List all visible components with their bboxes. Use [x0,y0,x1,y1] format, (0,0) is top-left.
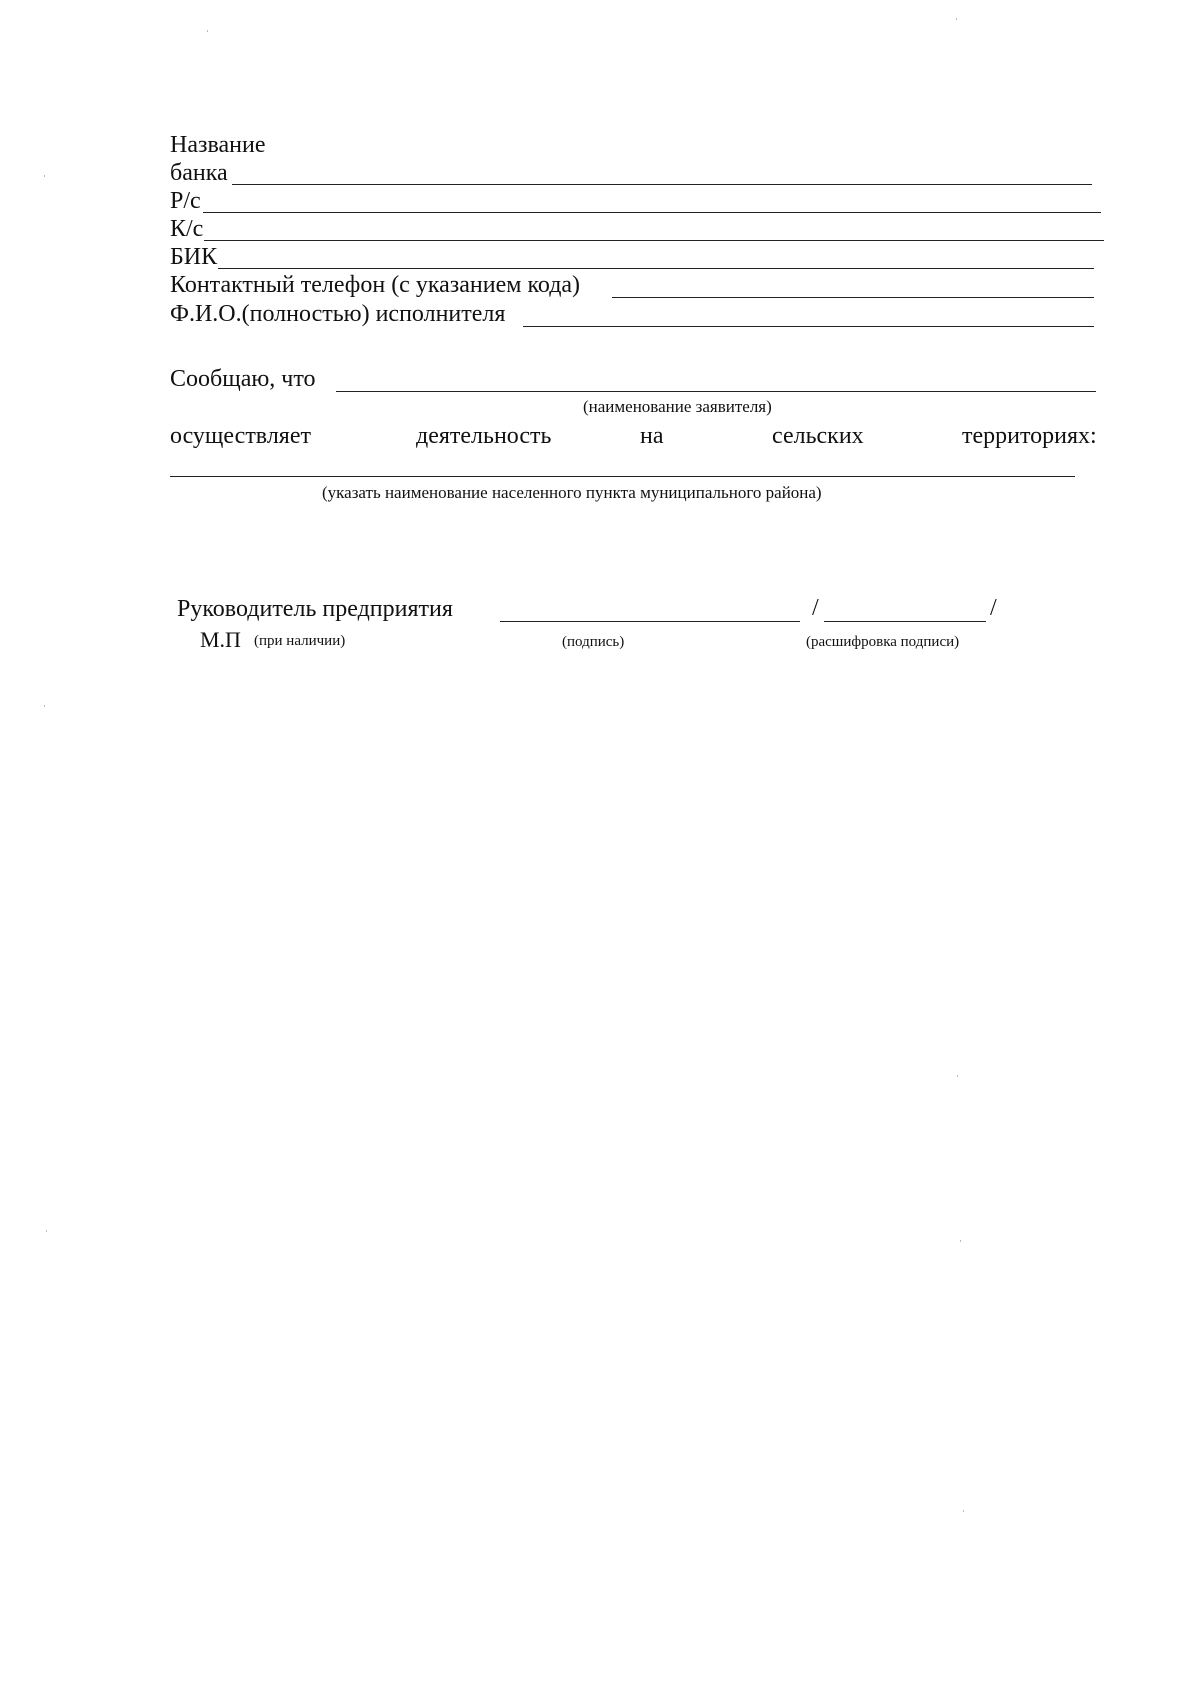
seal-note: (при наличии) [254,633,346,649]
bik-input[interactable] [218,244,1102,268]
applicant-field-line[interactable] [336,391,1096,392]
scan-speck [957,1075,958,1077]
ks-label: К/с [170,216,204,242]
scan-speck [956,18,957,20]
bik-field-line[interactable] [218,268,1094,269]
report-label: Сообщаю, что [170,366,316,392]
statement-word-2: деятельность [416,423,552,449]
rs-input[interactable] [203,188,1109,212]
seal-label: М.П [200,627,241,652]
scan-speck [46,1230,47,1232]
head-label: Руководитель предприятия [177,596,453,622]
signature-input[interactable] [500,597,808,621]
ks-input[interactable] [204,216,1112,240]
scan-speck [44,175,45,177]
fio-field-line[interactable] [523,326,1094,327]
bik-label: БИК [170,244,218,270]
signature-field-line[interactable] [500,621,800,622]
bank-name-label-line1: Название [170,132,266,158]
scan-speck [963,1510,964,1512]
decoding-field-line[interactable] [824,621,986,622]
settlement-caption: (указать наименование населенного пункта муниципального района) [322,483,822,502]
statement-word-4: сельских [772,423,864,449]
signature-caption: (подпись) [562,634,625,650]
applicant-input[interactable] [336,367,1104,391]
scan-speck [44,705,45,707]
statement-word-3: на [640,423,664,449]
phone-label: Контактный телефон (с указанием кода) [170,272,581,298]
scan-speck [960,1240,961,1242]
decoding-caption: (расшифровка подписи) [806,634,960,650]
bank-name-input[interactable] [232,160,1100,184]
settlement-field-line[interactable] [170,476,1075,477]
bank-name-field-line[interactable] [232,184,1092,185]
scan-speck [207,30,208,32]
slash-open: / [812,595,819,621]
rs-field-line[interactable] [203,212,1101,213]
applicant-caption: (наименование заявителя) [583,397,772,416]
rs-label: Р/с [170,188,201,214]
statement-word-5: территориях: [962,423,1097,449]
slash-close: / [990,595,997,621]
bank-name-label-line2: банка [170,160,228,186]
ks-field-line[interactable] [204,240,1104,241]
fio-label: Ф.И.О.(полностью) исполнителя [170,301,506,327]
settlement-input[interactable] [170,452,1083,476]
statement-word-1: осуществляет [170,423,311,449]
phone-field-line[interactable] [612,297,1094,298]
phone-input[interactable] [612,273,1102,297]
decoding-input[interactable] [824,597,994,621]
fio-input[interactable] [523,302,1102,326]
